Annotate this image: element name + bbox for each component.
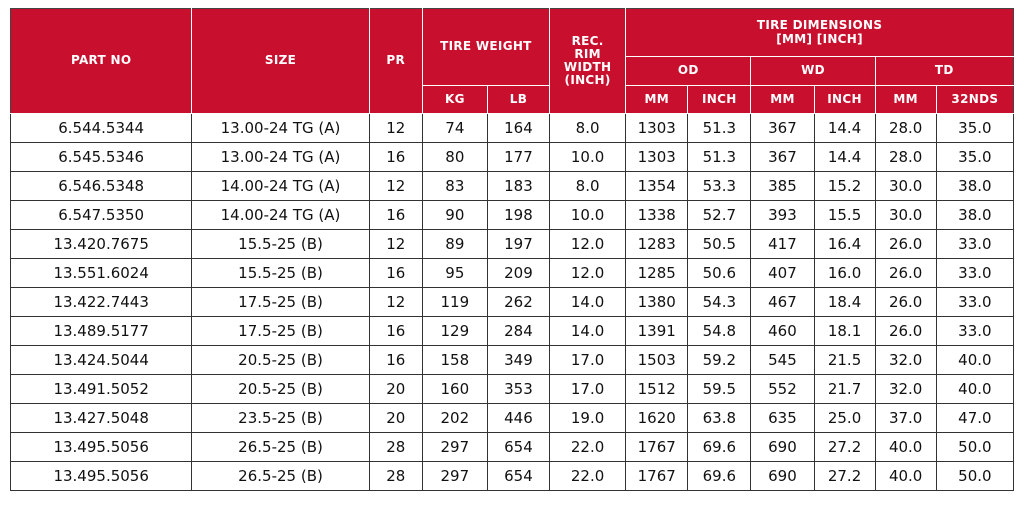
weight-lb-cell: 209: [487, 259, 549, 288]
wd-inch-cell: 15.5: [814, 201, 875, 230]
weight-kg-cell: 202: [422, 404, 487, 433]
td-32nds-cell: 33.0: [936, 230, 1013, 259]
weight-lb-cell: 353: [487, 375, 549, 404]
od-mm-cell: 1512: [626, 375, 688, 404]
header-td: TD: [875, 57, 1013, 86]
wd-mm-cell: 467: [751, 288, 814, 317]
rim-width-cell: 22.0: [550, 462, 626, 491]
part-no-cell: 13.424.5044: [11, 346, 192, 375]
od-mm-cell: 1767: [626, 462, 688, 491]
part-no-cell: 6.547.5350: [11, 201, 192, 230]
td-mm-cell: 26.0: [875, 317, 936, 346]
table-row: [11, 433, 1014, 462]
table-row: [11, 259, 1014, 288]
weight-lb-cell: 284: [487, 317, 549, 346]
rim-width-cell: 10.0: [550, 143, 626, 172]
size-cell: 17.5-25 (B): [192, 288, 369, 317]
od-mm-cell: 1338: [626, 201, 688, 230]
od-mm-cell: 1303: [626, 114, 688, 143]
wd-inch-cell: 16.4: [814, 230, 875, 259]
header-lb: LB: [487, 86, 549, 114]
td-mm-cell: 32.0: [875, 346, 936, 375]
pr-cell: 28: [369, 433, 422, 462]
td-32nds-cell: 33.0: [936, 288, 1013, 317]
od-mm-cell: 1285: [626, 259, 688, 288]
rim-width-cell: 17.0: [550, 346, 626, 375]
rim-width-cell: 12.0: [550, 259, 626, 288]
wd-inch-cell: 16.0: [814, 259, 875, 288]
header-rim-line-2: RIM: [574, 46, 601, 61]
td-mm-cell: 40.0: [875, 462, 936, 491]
part-no-cell: 13.420.7675: [11, 230, 192, 259]
table-row: [11, 230, 1014, 259]
weight-kg-cell: 89: [422, 230, 487, 259]
weight-kg-cell: 83: [422, 172, 487, 201]
rim-width-cell: 8.0: [550, 114, 626, 143]
od-inch-cell: 51.3: [688, 143, 751, 172]
pr-cell: 12: [369, 114, 422, 143]
header-rim-line-1: REC.: [571, 33, 604, 48]
pr-cell: 12: [369, 172, 422, 201]
td-32nds-cell: 50.0: [936, 433, 1013, 462]
wd-inch-cell: 21.5: [814, 346, 875, 375]
od-mm-cell: 1283: [626, 230, 688, 259]
part-no-cell: 13.489.5177: [11, 317, 192, 346]
td-32nds-cell: 50.0: [936, 462, 1013, 491]
weight-lb-cell: 654: [487, 433, 549, 462]
weight-lb-cell: 262: [487, 288, 549, 317]
table-body: [11, 114, 1014, 491]
header-pr: PR: [369, 9, 422, 114]
wd-mm-cell: 690: [751, 433, 814, 462]
od-inch-cell: 63.8: [688, 404, 751, 433]
od-inch-cell: 53.3: [688, 172, 751, 201]
wd-mm-cell: 552: [751, 375, 814, 404]
od-inch-cell: 52.7: [688, 201, 751, 230]
weight-lb-cell: 446: [487, 404, 549, 433]
wd-inch-cell: 18.4: [814, 288, 875, 317]
td-mm-cell: 28.0: [875, 114, 936, 143]
wd-inch-cell: 21.7: [814, 375, 875, 404]
weight-kg-cell: 95: [422, 259, 487, 288]
pr-cell: 16: [369, 201, 422, 230]
size-cell: 20.5-25 (B): [192, 346, 369, 375]
weight-kg-cell: 80: [422, 143, 487, 172]
od-inch-cell: 50.6: [688, 259, 751, 288]
wd-mm-cell: 417: [751, 230, 814, 259]
part-no-cell: 13.422.7443: [11, 288, 192, 317]
part-no-cell: 13.495.5056: [11, 433, 192, 462]
table-row: [11, 288, 1014, 317]
wd-inch-cell: 14.4: [814, 143, 875, 172]
od-inch-cell: 69.6: [688, 462, 751, 491]
pr-cell: 20: [369, 404, 422, 433]
header-rim-line-4: (INCH): [564, 73, 611, 88]
td-32nds-cell: 35.0: [936, 143, 1013, 172]
weight-lb-cell: 654: [487, 462, 549, 491]
pr-cell: 12: [369, 288, 422, 317]
header-tire-dimensions: [626, 9, 1014, 57]
od-inch-cell: 54.8: [688, 317, 751, 346]
size-cell: 26.5-25 (B): [192, 462, 369, 491]
weight-lb-cell: 349: [487, 346, 549, 375]
pr-cell: 16: [369, 143, 422, 172]
rim-width-cell: 14.0: [550, 317, 626, 346]
table-header: [11, 9, 1014, 114]
table-row: [11, 462, 1014, 491]
size-cell: 17.5-25 (B): [192, 317, 369, 346]
wd-mm-cell: 407: [751, 259, 814, 288]
wd-mm-cell: 385: [751, 172, 814, 201]
header-tire-weight: TIRE WEIGHT: [422, 9, 549, 86]
part-no-cell: 13.495.5056: [11, 462, 192, 491]
td-32nds-cell: 38.0: [936, 172, 1013, 201]
weight-kg-cell: 129: [422, 317, 487, 346]
header-dims-line-1: TIRE DIMENSIONS: [756, 18, 883, 33]
part-no-cell: 13.491.5052: [11, 375, 192, 404]
wd-mm-cell: 393: [751, 201, 814, 230]
size-cell: 26.5-25 (B): [192, 433, 369, 462]
wd-inch-cell: 27.2: [814, 433, 875, 462]
weight-kg-cell: 90: [422, 201, 487, 230]
td-32nds-cell: 47.0: [936, 404, 1013, 433]
header-od-mm: MM: [626, 86, 688, 114]
od-inch-cell: 59.2: [688, 346, 751, 375]
pr-cell: 16: [369, 259, 422, 288]
td-mm-cell: 26.0: [875, 230, 936, 259]
table-row: [11, 172, 1014, 201]
part-no-cell: 13.551.6024: [11, 259, 192, 288]
td-mm-cell: 30.0: [875, 172, 936, 201]
header-wd: WD: [751, 57, 875, 86]
tire-spec-table: [10, 8, 1014, 491]
weight-kg-cell: 119: [422, 288, 487, 317]
wd-inch-cell: 27.2: [814, 462, 875, 491]
rim-width-cell: 10.0: [550, 201, 626, 230]
td-mm-cell: 40.0: [875, 433, 936, 462]
od-inch-cell: 54.3: [688, 288, 751, 317]
td-mm-cell: 26.0: [875, 259, 936, 288]
wd-inch-cell: 14.4: [814, 114, 875, 143]
pr-cell: 16: [369, 317, 422, 346]
header-kg: KG: [422, 86, 487, 114]
wd-mm-cell: 635: [751, 404, 814, 433]
td-32nds-cell: 33.0: [936, 317, 1013, 346]
od-mm-cell: 1620: [626, 404, 688, 433]
size-cell: 23.5-25 (B): [192, 404, 369, 433]
header-rec-rim-width: [550, 9, 626, 114]
od-inch-cell: 59.5: [688, 375, 751, 404]
table-row: [11, 404, 1014, 433]
size-cell: 13.00-24 TG (A): [192, 114, 369, 143]
td-32nds-cell: 35.0: [936, 114, 1013, 143]
part-no-cell: 13.427.5048: [11, 404, 192, 433]
wd-mm-cell: 460: [751, 317, 814, 346]
pr-cell: 28: [369, 462, 422, 491]
header-td-mm: MM: [875, 86, 936, 114]
od-mm-cell: 1354: [626, 172, 688, 201]
table-row: [11, 143, 1014, 172]
header-td-32nds: 32NDS: [936, 86, 1013, 114]
wd-inch-cell: 15.2: [814, 172, 875, 201]
weight-kg-cell: 297: [422, 462, 487, 491]
rim-width-cell: 22.0: [550, 433, 626, 462]
size-cell: 14.00-24 TG (A): [192, 172, 369, 201]
size-cell: 15.5-25 (B): [192, 259, 369, 288]
header-od-inch: INCH: [688, 86, 751, 114]
weight-kg-cell: 158: [422, 346, 487, 375]
wd-mm-cell: 690: [751, 462, 814, 491]
od-mm-cell: 1380: [626, 288, 688, 317]
rim-width-cell: 14.0: [550, 288, 626, 317]
pr-cell: 12: [369, 230, 422, 259]
table-row: [11, 346, 1014, 375]
wd-inch-cell: 18.1: [814, 317, 875, 346]
od-mm-cell: 1503: [626, 346, 688, 375]
od-inch-cell: 69.6: [688, 433, 751, 462]
weight-lb-cell: 177: [487, 143, 549, 172]
td-32nds-cell: 38.0: [936, 201, 1013, 230]
weight-lb-cell: 183: [487, 172, 549, 201]
td-32nds-cell: 40.0: [936, 346, 1013, 375]
td-mm-cell: 26.0: [875, 288, 936, 317]
td-mm-cell: 28.0: [875, 143, 936, 172]
pr-cell: 16: [369, 346, 422, 375]
table-row: [11, 114, 1014, 143]
od-inch-cell: 51.3: [688, 114, 751, 143]
od-mm-cell: 1303: [626, 143, 688, 172]
table-row: [11, 375, 1014, 404]
size-cell: 13.00-24 TG (A): [192, 143, 369, 172]
rim-width-cell: 19.0: [550, 404, 626, 433]
size-cell: 15.5-25 (B): [192, 230, 369, 259]
td-32nds-cell: 33.0: [936, 259, 1013, 288]
header-size: SIZE: [192, 9, 369, 114]
weight-kg-cell: 297: [422, 433, 487, 462]
table-row: [11, 317, 1014, 346]
od-mm-cell: 1767: [626, 433, 688, 462]
weight-lb-cell: 197: [487, 230, 549, 259]
weight-kg-cell: 160: [422, 375, 487, 404]
header-wd-mm: MM: [751, 86, 814, 114]
td-32nds-cell: 40.0: [936, 375, 1013, 404]
wd-inch-cell: 25.0: [814, 404, 875, 433]
size-cell: 14.00-24 TG (A): [192, 201, 369, 230]
td-mm-cell: 37.0: [875, 404, 936, 433]
wd-mm-cell: 367: [751, 143, 814, 172]
part-no-cell: 6.544.5344: [11, 114, 192, 143]
wd-mm-cell: 367: [751, 114, 814, 143]
rim-width-cell: 8.0: [550, 172, 626, 201]
part-no-cell: 6.546.5348: [11, 172, 192, 201]
header-part-no: PART NO: [11, 9, 192, 114]
pr-cell: 20: [369, 375, 422, 404]
td-mm-cell: 32.0: [875, 375, 936, 404]
header-od: OD: [626, 57, 751, 86]
wd-mm-cell: 545: [751, 346, 814, 375]
weight-lb-cell: 198: [487, 201, 549, 230]
od-inch-cell: 50.5: [688, 230, 751, 259]
table-row: [11, 201, 1014, 230]
td-mm-cell: 30.0: [875, 201, 936, 230]
weight-kg-cell: 74: [422, 114, 487, 143]
header-rim-line-3: WIDTH: [563, 60, 612, 74]
header-dims-line-2: [MM] [INCH]: [776, 31, 863, 46]
part-no-cell: 6.545.5346: [11, 143, 192, 172]
weight-lb-cell: 164: [487, 114, 549, 143]
od-mm-cell: 1391: [626, 317, 688, 346]
header-wd-inch: INCH: [814, 86, 875, 114]
rim-width-cell: 12.0: [550, 230, 626, 259]
rim-width-cell: 17.0: [550, 375, 626, 404]
size-cell: 20.5-25 (B): [192, 375, 369, 404]
